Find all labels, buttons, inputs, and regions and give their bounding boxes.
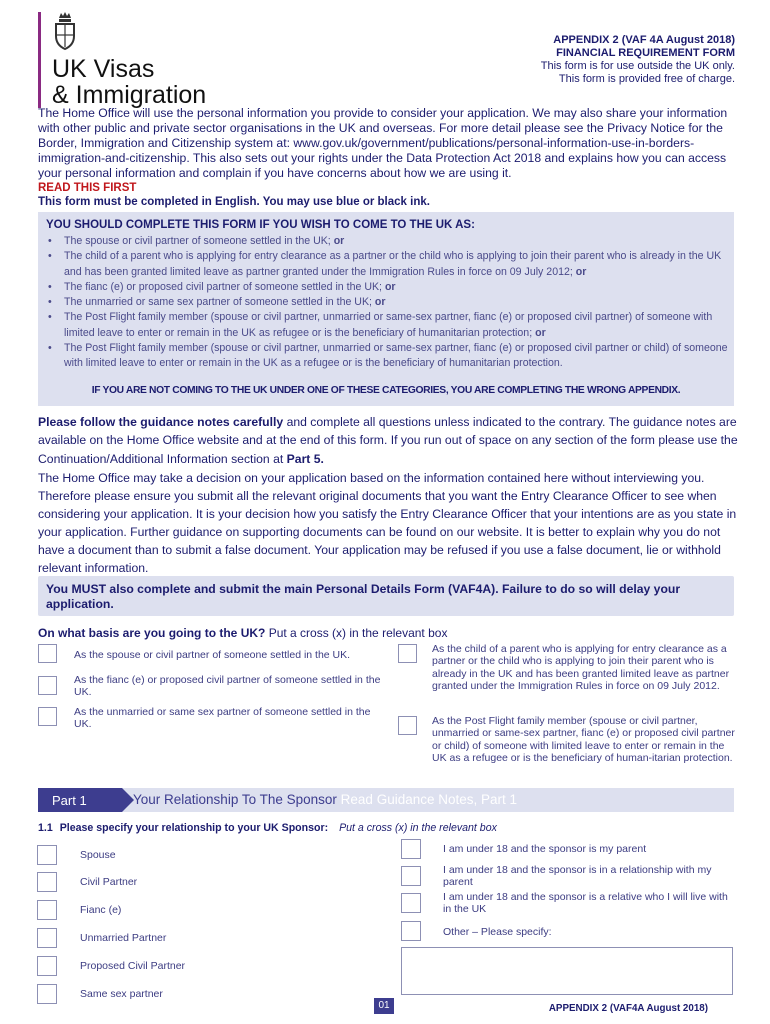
other-relationship-input[interactable] (401, 947, 733, 995)
basis-question: On what basis are you going to the UK? Put a cross (x) in the relevant box (38, 626, 448, 640)
read-first-text: This form must be completed in English. You may use blue or black ink. (38, 196, 430, 208)
basis-option-label: As the Post Flight family member (spouse or civil partner, unmarried or same-sex partner, fianc (e) or proposed civil partner or child) of someone with limited leave to enter or remain in the UK as a refugee or is the beneficiary of human-itarian protection. (432, 715, 735, 764)
eligibility-item: • The child of a parent who is applying for entry clearance as a partner or the child who is applying to join their parent who is already in the UK and has been granted limited leave as partner granted under the Immigration Rules in force on 09 July 2012; or (38, 249, 728, 280)
basis-option-label: As the child of a parent who is applying for entry clearance as a partner or the child who is applying to join their parent who is already in the UK and has been granted limited leave as partner granted under the Immigration Rules in force on 09 July 2012. (432, 643, 730, 692)
relationship-option-label: I am under 18 and the sponsor is in a relationship with my parent (443, 864, 712, 889)
part1-guidance-link[interactable]: Read Guidance Notes, Part 1 (340, 792, 518, 807)
privacy-text-2: . This also sets out your rights under the Data Protection Act 2018 and explains how you can access your personal information and complain if you have concerns about how we are using it. (38, 151, 727, 180)
brand-line-2: & Immigration (52, 81, 207, 109)
relationship-option-label: Same sex partner (80, 988, 163, 1000)
eligibility-box (38, 212, 734, 406)
relationship-checkbox-parent[interactable] (401, 839, 421, 859)
basis-option-label: As the unmarried or same sex partner of someone settled in the UK. (74, 706, 371, 731)
part1-tag-label: Part 1 (52, 793, 87, 808)
brand-name (52, 56, 206, 108)
question-1-1 (38, 822, 497, 834)
eligibility-heading: YOU SHOULD COMPLETE THIS FORM IF YOU WISH TO COME TO THE UK AS: (46, 219, 475, 231)
relationship-checkbox-civil-partner[interactable] (37, 872, 57, 892)
part5-reference: Part 5. (286, 451, 324, 466)
relationship-checkbox-fiance[interactable] (37, 900, 57, 920)
guidance-bold: Please follow the guidance notes carefully (38, 415, 284, 429)
relationship-option-label: I am under 18 and the sponsor is my parent (443, 843, 647, 855)
read-first-heading: READ THIS FIRST (38, 182, 137, 194)
privacy-paragraph (38, 106, 738, 181)
basis-checkbox-child[interactable] (398, 644, 417, 663)
relationship-checkbox-parent-partner[interactable] (401, 866, 421, 886)
question-number: 1.1 (38, 822, 53, 834)
relationship-option-label: Other – Please specify: (443, 926, 552, 938)
relationship-checkbox-same-sex[interactable] (37, 984, 57, 1004)
basis-option-label: As the spouse or civil partner of someone settled in the UK. (74, 649, 351, 661)
question-instruction: Put a cross (x) in the relevant box (339, 822, 497, 834)
relationship-checkbox-unmarried[interactable] (37, 928, 57, 948)
basis-checkbox-unmarried[interactable] (38, 707, 57, 726)
brand-bar (38, 12, 41, 108)
eligibility-item: • The Post Flight family member (spouse or civil partner, unmarried or same-sex partner, fianc (e) or proposed civil partner) of someone with limited leave to enter or remain in the UK as refugee or is the beneficiary of humanitarian protection; or (38, 310, 728, 341)
form-header (541, 34, 735, 86)
relationship-option-label: Unmarried Partner (80, 932, 167, 944)
privacy-text-1: The Home Office will use the personal information you provide to consider your application. We may also share your information with other public and private sector organisations in the UK and overseas. For more detail please see the Privacy Notice for the Border, Immigration and Citizenship system at: (38, 106, 728, 150)
eligibility-item: • The Post Flight family member (spouse or civil partner, unmarried or same-sex partner, fianc (e) or proposed civil partner or child) of someone with limited leave to enter or remain in the UK as a refugee or is the beneficiary of humanitarian protection. (38, 341, 728, 372)
eligibility-item: • The spouse or civil partner of someone settled in the UK; or (38, 234, 728, 249)
relationship-checkbox-spouse[interactable] (37, 845, 57, 865)
relationship-option-label: Fianc (e) (80, 904, 122, 916)
form-title: FINANCIAL REQUIREMENT FORM (556, 47, 735, 59)
eligibility-item: • The fianc (e) or proposed civil partner of someone settled in the UK; or (38, 280, 728, 295)
relationship-option-label: I am under 18 and the sponsor is a relative who I will live with in the UK (443, 891, 728, 916)
part1-title-text: Your Relationship To The Sponsor (133, 792, 337, 807)
part1-title (133, 792, 517, 807)
charge-note: This form is provided free of charge. (558, 73, 735, 85)
basis-checkbox-post-flight[interactable] (398, 716, 417, 735)
relationship-option-label: Spouse (80, 849, 116, 861)
appendix-title: APPENDIX 2 (VAF 4A August 2018) (553, 34, 735, 46)
page-number: 01 (374, 998, 394, 1014)
decision-paragraph: The Home Office may take a decision on your application based on the information contained here without interviewing you. Therefore please ensure you submit all the relevant original documents that you want the Entry Clearance Officer to see when considering your application. It is your decision how you satisfy the Entry Clearance Officer that your intentions are as you state in your application. Further guidance on supporting documents can be found on our website. It is better to explain why you do not have a document than to submit a false document. Your application may be refused if you use a false document, lie or withhold relevant information. (38, 471, 737, 576)
royal-crest-icon (52, 10, 78, 52)
basis-checkbox-spouse[interactable] (38, 644, 57, 663)
basis-checkbox-fiance[interactable] (38, 676, 57, 695)
relationship-option-label: Proposed Civil Partner (80, 960, 186, 972)
brand-line-1: UK Visas (52, 55, 155, 83)
use-note: This form is for use outside the UK only. (540, 60, 735, 72)
relationship-option-label: Civil Partner (80, 876, 138, 888)
question-text: Please specify your relationship to your UK Sponsor: (59, 822, 329, 834)
must-complete-notice: You MUST also complete and submit the main Personal Details Form (VAF4A). Failure to do so will delay your application. (38, 576, 734, 616)
basis-option-label: As the fianc (e) or proposed civil partner of someone settled in the UK. (74, 674, 381, 699)
footer-appendix: APPENDIX 2 (VAF4A August 2018) (548, 1003, 708, 1014)
eligibility-item: • The unmarried or same sex partner of someone settled in the UK; or (38, 295, 728, 310)
guidance-paragraph: Please follow the guidance notes carefully and complete all questions unless indicated to the contrary. The guidance notes are available on the Home Office website and at the end of this form. If you run out of space on any section of the form please use the Continuation/Additional Information section at Part 5. (38, 415, 738, 466)
relationship-checkbox-proposed-civil[interactable] (37, 956, 57, 976)
wrong-appendix-warning: IF YOU ARE NOT COMING TO THE UK UNDER ONE OF THESE CATEGORIES, YOU ARE COMPLETING THE WRONG APPENDIX. (91, 385, 681, 396)
privacy-link[interactable]: www.gov.uk/government/publications/personal-information-use-in-borders-immigration-and-citizenship (38, 136, 695, 165)
eligibility-list (38, 234, 728, 372)
relationship-checkbox-relative[interactable] (401, 893, 421, 913)
relationship-checkbox-other[interactable] (401, 921, 421, 941)
